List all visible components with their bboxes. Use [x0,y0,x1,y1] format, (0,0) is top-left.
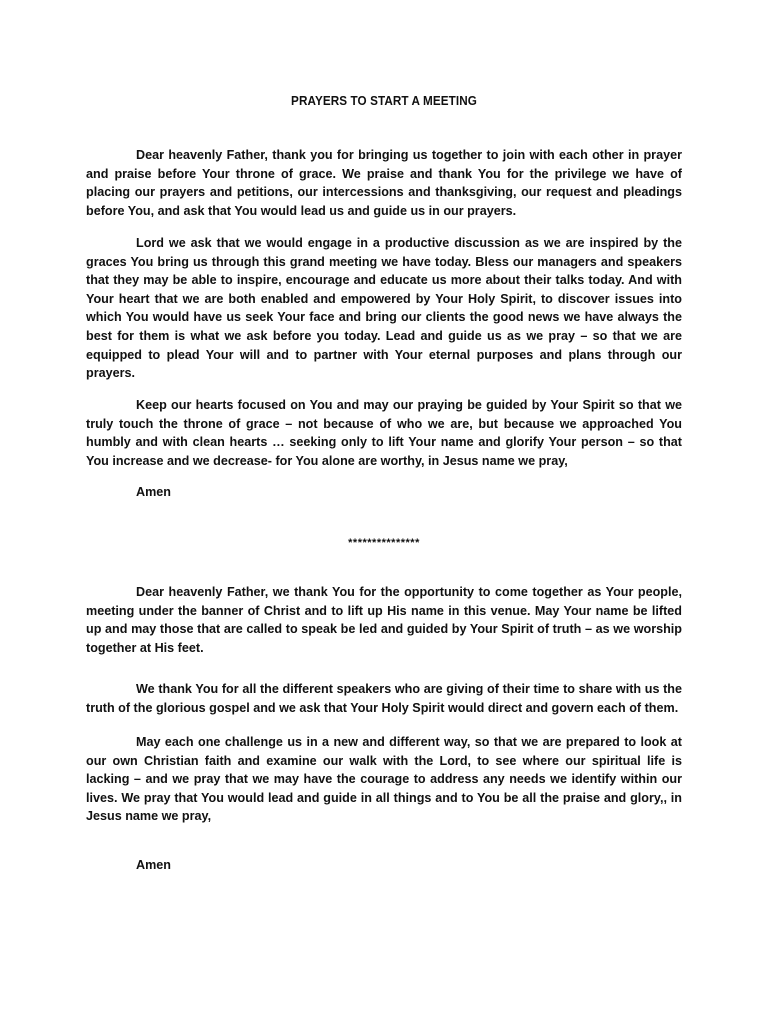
section-separator: *************** [348,537,420,549]
document-title: PRAYERS TO START A MEETING [291,93,477,108]
prayer-2-amen: Amen [136,858,171,872]
prayer-2-paragraph-3: May each one challenge us in a new and different way, so that we are prepared to look at our own Christian faith and examine our walk with the Lord, to see where our spiritual life is lacking – and we pray that we may have the courage to address any needs we identify within our lives. We pray that You would lead and guide in all things and to You be all the praise and glory,, in Jesus name we pray, [86,735,682,824]
prayer-2-paragraph-1: Dear heavenly Father, we thank You for the opportunity to come together as Your people, meeting under the banner of Christ and to lift up His name in this venue. May Your name be lifted up and may those that are called to speak be led and guided by Your Spirit of truth – as we worship together at His feet. [86,585,682,655]
prayer-1-amen: Amen [136,485,171,499]
prayer-1-paragraph-2: Lord we ask that we would engage in a productive discussion as we are inspired by the graces You bring us through this grand meeting we have today. Bless our managers and speakers that they may be able to inspire, encourage and educate us more about their talks today. And with Your heart that we are both enabled and empowered by Your Holy Spirit, to discover issues into which You would have us seek Your face and bring our clients the good news we have always the best for them is what we ask before you today. Lead and guide us as we pray – so that we are equipped to plead Your will and to partner with Your eternal purposes and plans through our prayers. [86,236,682,381]
prayer-2-paragraph-2: We thank You for all the different speakers who are giving of their time to share with us the truth of the glorious gospel and we ask that Your Holy Spirit would direct and govern each of them. [86,682,682,715]
prayer-1-paragraph-3: Keep our hearts focused on You and may our praying be guided by Your Spirit so that we truly touch the throne of grace – not because of who we are, but because we approached You humbly and with clean hearts … seeking only to lift Your name and glorify Your person – so that You increase and we decrease- for You alone are worthy, in Jesus name we pray, [86,398,682,468]
prayer-1-paragraph-1: Dear heavenly Father, thank you for bringing us together to join with each other in prayer and praise before Your throne of grace. We praise and thank You for the privilege we have of placing our prayers and petitions, our intercessions and thanksgiving, our request and pleadings before You, and ask that You would lead us and guide us in our prayers. [86,148,682,218]
